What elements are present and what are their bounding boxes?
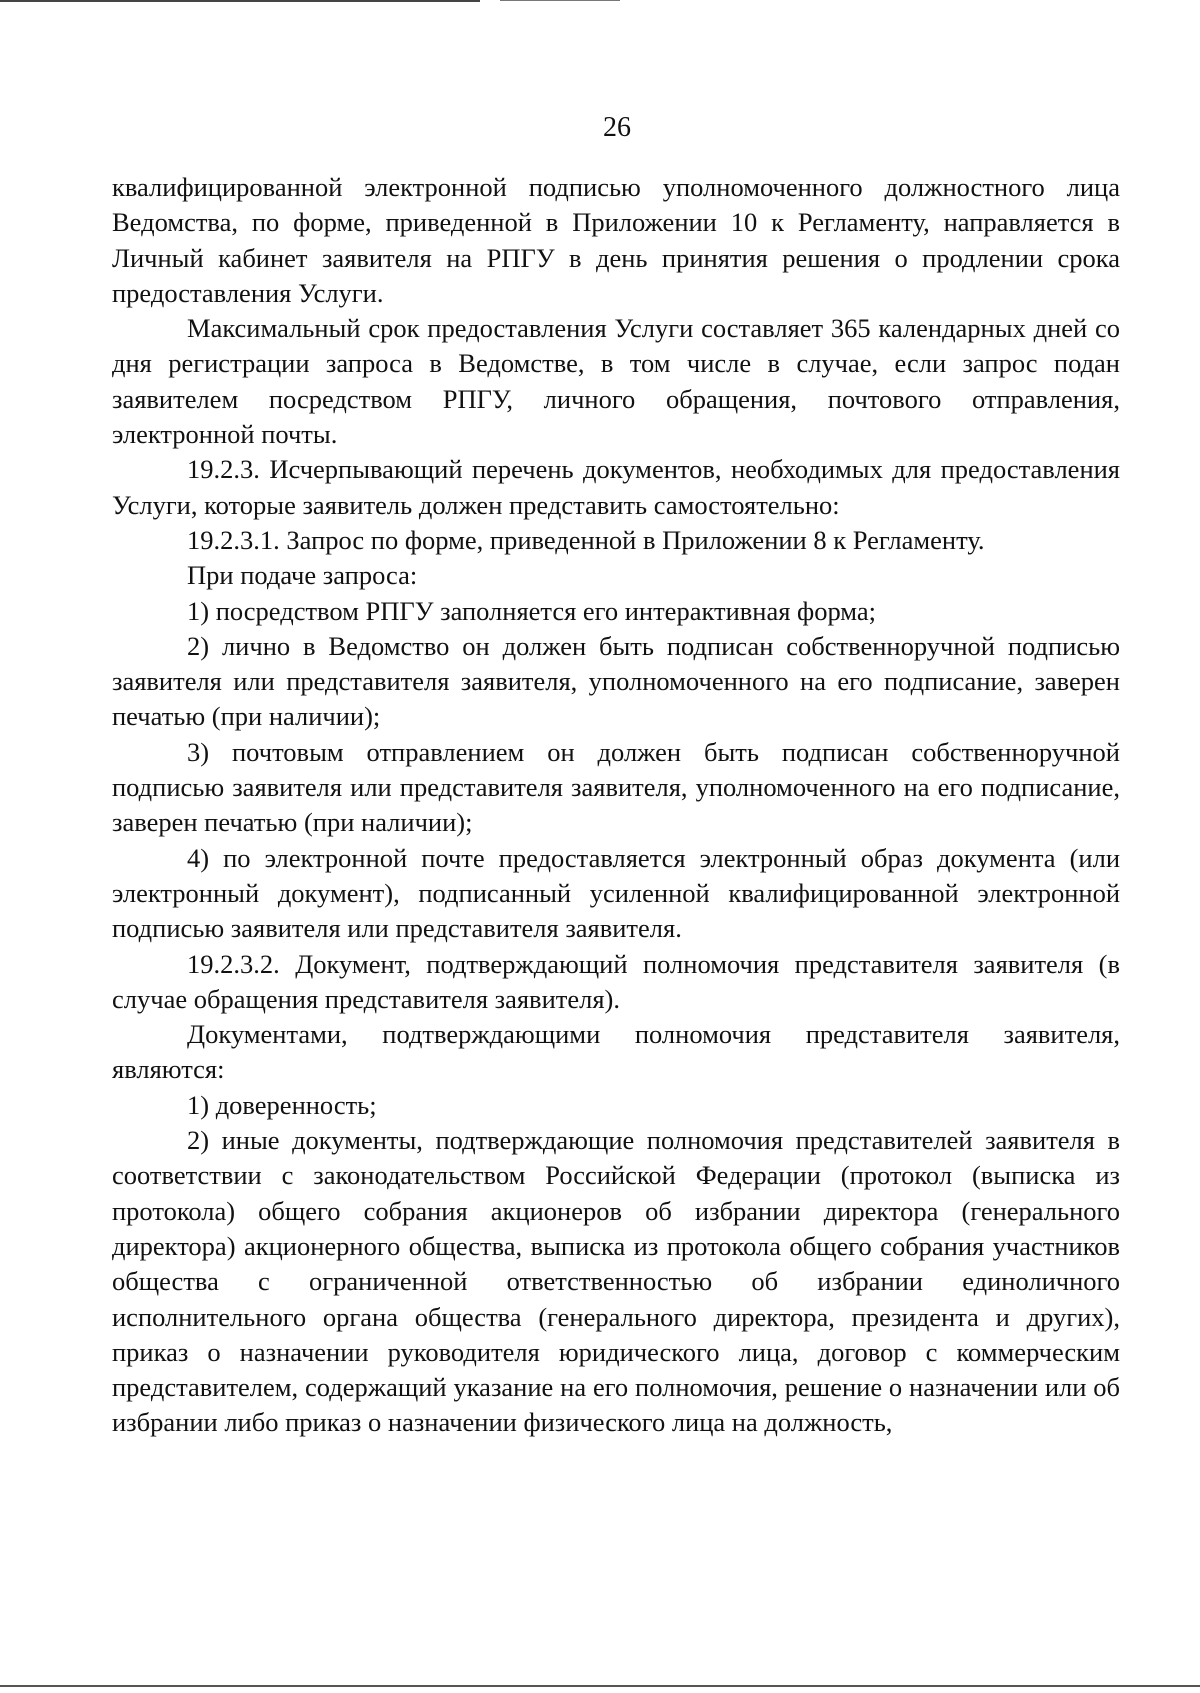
page-number: 26: [603, 112, 631, 143]
list-item: 2) иные документы, подтверждающие полномочия представителей заявителя в соответствии с законодательством Российской Федерации (протокол (выписка из протокола) общего собрания акционеров об избрании директора (генерального директора) акционерного общества, выписка из протокола общего собрания участников общества с ограниченной ответственностью об избрании единоличного исполнительного органа общества (генерального директора, президента и других), приказ о назначении руководителя юридического лица, договор с коммерческим представителем, содержащий указание на его полномочия, решение о назначении или об избрании либо приказ о назначении физического лица на должность,: [112, 1125, 1120, 1438]
scan-edge-top-right: [500, 0, 620, 1]
scan-edge-top: [0, 0, 480, 2]
paragraph: Максимальный срок предоставления Услуги составляет 365 календарных дней со дня регистрации запроса в Ведомстве, в том числе в случае, если запрос подан заявителем посредством РПГУ, личного обращения, почтового отправления, электронной почты.: [112, 313, 1120, 450]
paragraph: 19.2.3.2. Документ, подтверждающий полномочия представителя заявителя (в случае обращения представителя заявителя).: [112, 948, 1120, 1014]
list-item: 1) посредством РПГУ заполняется его интерактивная форма;: [187, 595, 876, 626]
list-item: 1) доверенность;: [187, 1089, 377, 1120]
list-item: 4) по электронной почте предоставляется электронный образ документа (или электронный документ), подписанный усиленной квалифицированной электронной подписью заявителя или представителя заявителя.: [112, 842, 1120, 944]
paragraph: 19.2.3.1. Запрос по форме, приведенной в Приложении 8 к Регламенту.: [187, 524, 985, 555]
scan-edge-bottom: [0, 1685, 1200, 1687]
paragraph: Документами, подтверждающими полномочия представителя заявителя, являются:: [112, 1019, 1120, 1085]
list-item: 2) лично в Ведомство он должен быть подписан собственноручной подписью заявителя или представителя заявителя, уполномоченного на его подписание, заверен печатью (при наличии);: [112, 630, 1120, 732]
paragraph: квалифицированной электронной подписью уполномоченного должностного лица Ведомства, по форме, приведенной в Приложении 10 к Регламенту, направляется в Личный кабинет заявителя на РПГУ в день принятия решения о продлении срока предоставления Услуги.: [112, 172, 1120, 308]
paragraph: 19.2.3. Исчерпывающий перечень документов, необходимых для предоставления Услуги, которые заявитель должен представить самостоятельно:: [112, 454, 1120, 520]
paragraph: При подаче запроса:: [187, 560, 418, 591]
list-item: 3) почтовым отправлением он должен быть подписан собственноручной подписью заявителя или представителя заявителя, уполномоченного на его подписание, заверен печатью (при наличии);: [112, 736, 1120, 838]
document-body: [112, 170, 1120, 1441]
